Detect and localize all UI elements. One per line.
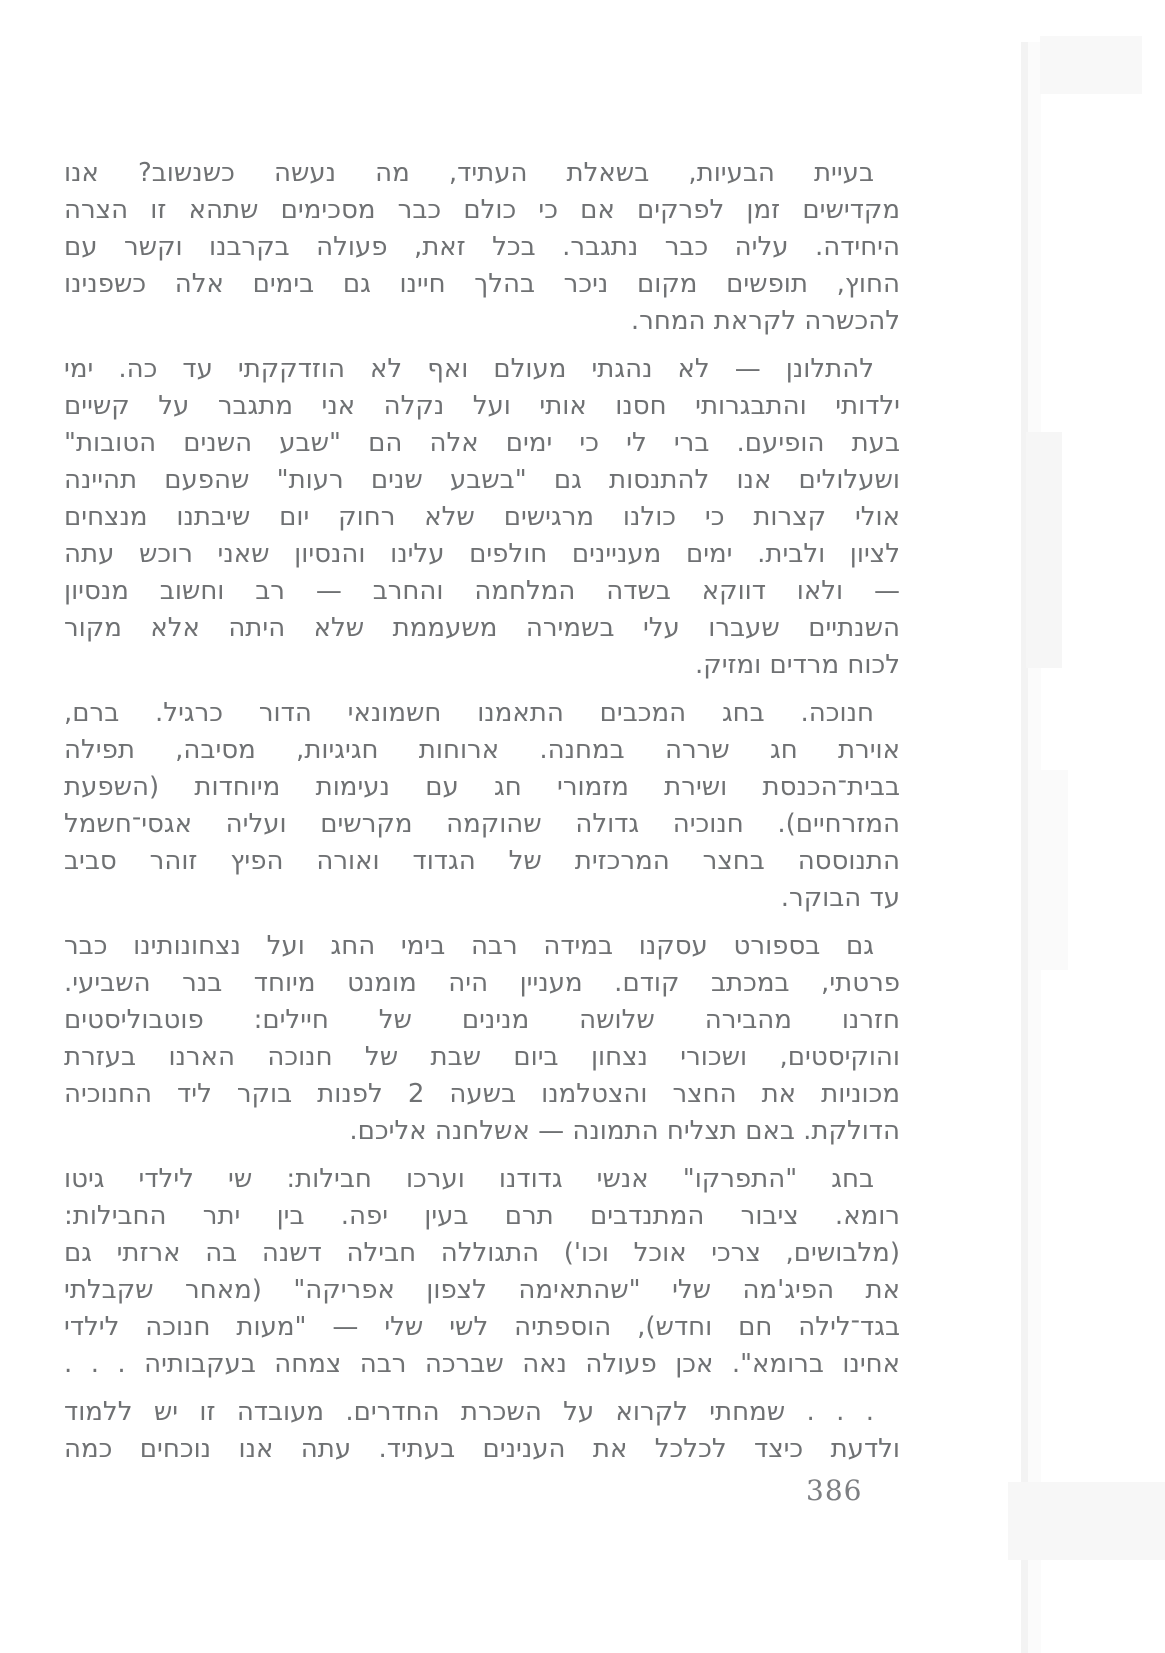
- page-edge-shadow: [1021, 42, 1028, 1653]
- page-text: [64, 155, 900, 1479]
- text-line: גם בספורט עסקנו במידה רבה בימי החג ועל נצחונותינו כבר: [64, 931, 874, 961]
- paragraph: [64, 928, 900, 1150]
- paragraph: [64, 155, 900, 340]
- scan-smudge-right-mid: [1028, 770, 1068, 970]
- text-line: את הפיג'מה שלי "שהתאימה לצפון אפריקה" (מאחר שקבלתי: [64, 1275, 900, 1305]
- scan-smudge-top-right: [1040, 36, 1142, 94]
- text-line: . . . שמחתי לקרוא על השכרת החדרים. מעובדה זו יש ללמוד: [64, 1397, 874, 1427]
- text-line: בעת הופיעם. ברי לי כי ימים אלה הם "שבע השנים הטובות": [64, 428, 900, 458]
- text-line: חזרנו מהבירה שלושה מנינים של חיילים: פוטבוליסטים: [64, 1005, 900, 1035]
- text-line: פרטתי, במכתב קודם. מעניין היה מומנט מיוחד בנר השביעי.: [64, 968, 900, 998]
- text-line: — ולאו דווקא בשדה המלחמה והחרב — רב וחשוב מנסיון: [64, 576, 900, 606]
- text-line: אולי קצרות כי כולנו מרגישים שלא רחוק יום שיבתנו מנצחים: [64, 502, 900, 532]
- text-line: בחג "התפרקו" אנשי גדודנו וערכו חבילות: שי לילדי גיטו: [64, 1164, 874, 1194]
- text-line: התנוססה בחצר המרכזית של הגדוד ואורה הפיץ זוהר סביב: [64, 846, 900, 876]
- text-line: המזרחיים). חנוכיה גדולה שהוקמה מקרשים ועליה אגסי־חשמל: [64, 809, 900, 839]
- text-line: ילדותי והתבגרותי חסנו אותי ועל נקלה אני מתגבר על קשיים: [64, 391, 900, 421]
- text-line: (מלבושים, צרכי אוכל וכו') התגוללה חבילה דשנה בה ארזתי גם: [64, 1238, 900, 1268]
- paragraph: [64, 351, 900, 684]
- text-line: השנתיים שעברו עלי בשמירה משעממת שלא היתה אלא מקור: [64, 613, 900, 643]
- text-line: מקדישים זמן לפרקים אם כי כולם כבר מסכימים שתהא זו הצרה: [64, 195, 900, 225]
- text-line: מכוניות את החצר והצטלמנו בשעה 2 לפנות בוקר ליד החנוכיה: [64, 1079, 900, 1109]
- text-line: להתלונן — לא נהגתי מעולם ואף לא הוזדקקתי עד כה. ימי: [64, 354, 874, 384]
- paragraph: [64, 1394, 900, 1468]
- text-line: ולדעת כיצד לכלכל את הענינים בעתיד. עתה אנו נוכחים כמה: [64, 1434, 900, 1464]
- text-line: היחידה. עליה כבר נתגבר. בכל זאת, פעולה בקרבנו וקשר עם: [64, 232, 900, 262]
- text-line: אחינו ברומא". אכן פעולה נאה שברכה רבה צמחה בעקבותיה . . .: [64, 1349, 900, 1379]
- paragraph: [64, 695, 900, 917]
- text-line: לכוח מרדים ומזיק.: [695, 650, 900, 680]
- text-line: עד הבוקר.: [780, 883, 900, 913]
- page-number: 386: [806, 1474, 863, 1507]
- text-line: בגד־לילה חם וחדש), הוספתיה לשי שלי — "מעות חנוכה לילדי: [64, 1312, 900, 1342]
- text-line: חנוכה. בחג המכבים התאמנו חשמונאי הדור כרגיל. ברם,: [64, 698, 874, 728]
- text-line: והוקיסטים, ושכורי נצחון ביום שבת של חנוכה הארנו בעזרת: [64, 1042, 900, 1072]
- text-line: לציון ולבית. ימים מעניינים חולפים עלינו והנסיון שאני רוכש עתה: [64, 539, 900, 569]
- text-line: הדולקת. באם תצליח התמונה — אשלחנה אליכם.: [349, 1116, 900, 1146]
- text-line: אוירת חג שררה במחנה. ארוחות חגיגיות, מסיבה, תפילה: [64, 735, 900, 765]
- text-line: בעיית הבעיות, בשאלת העתיד, מה נעשה כשנשוב? אנו: [64, 158, 874, 188]
- text-line: בבית־הכנסת ושירת מזמורי חג עם נעימות מיוחדות (השפעת: [64, 772, 900, 802]
- text-line: רומא. ציבור המתנדבים תרם בעין יפה. בין יתר החבילות:: [64, 1201, 900, 1231]
- paragraph: [64, 1161, 900, 1383]
- scan-smudge-right-upper: [1026, 432, 1062, 668]
- text-line: החוץ, תופשים מקום ניכר בהלך חיינו גם בימים אלה כשפנינו: [64, 269, 900, 299]
- text-line: להכשרה לקראת המחר.: [630, 306, 900, 336]
- text-line: ושעלולים אנו להתנסות גם "בשבע שנים רעות" שהפעם תהיינה: [64, 465, 900, 495]
- scan-smudge-bottom-right: [1008, 1482, 1165, 1560]
